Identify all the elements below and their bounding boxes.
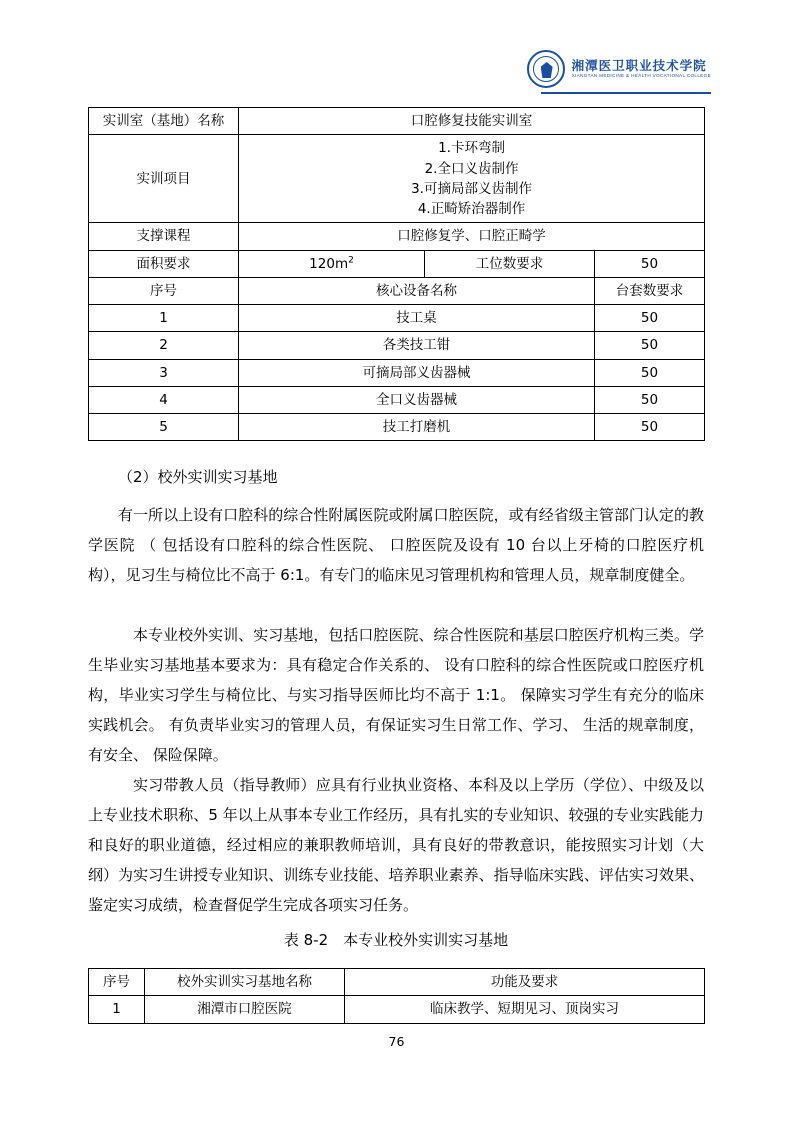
table-row [89,223,705,250]
table-header-row [89,277,705,304]
lab-requirements-table [88,107,705,441]
table-row [89,250,705,277]
equipment-name: 技工桌 [239,305,595,332]
lab-project-label: 实训项目 [89,135,239,223]
equipment-name: 可摘局部义齿器械 [239,359,595,386]
lab-station-label: 工位数要求 [425,250,595,277]
table-row [89,332,705,359]
table-row [89,135,705,223]
paragraph-base-types: 本专业校外实训、实习基地，包括口腔医院、综合性医院和基层口腔医疗机构三类。学生毕业实习基地基本要求为：具有稳定合作关系的、 设有口腔科的综合性医院或口腔医疗机构，毕业实习学生与椅位比、与实习指导医师比均不高于 1:1。 保障实习学生有充分的临床实践机会。 有负责毕业实习的管理人员，有保证实习生日常工作、学习、 生活的规章制度，有安全、 保险保障。 [88,626,704,764]
equipment-qty: 50 [595,386,705,413]
lab-course-label: 支撑课程 [89,223,239,250]
equipment-name: 技工打磨机 [239,414,595,441]
table-row [89,305,705,332]
lab-area-number: 120m [309,255,349,272]
page-number: 76 [388,1034,405,1049]
table-row [89,359,705,386]
lab-area-unit-exponent: 2 [348,255,354,265]
equipment-no: 5 [89,414,239,441]
college-seal-icon [527,50,565,88]
college-logo [527,50,711,88]
equipment-header-name: 核心设备名称 [239,277,595,304]
equipment-header-qty: 台套数要求 [595,277,705,304]
offsite-function: 临床教学、短期见习、顶岗实习 [345,996,705,1023]
equipment-header-no: 序号 [89,277,239,304]
equipment-qty: 50 [595,305,705,332]
equipment-qty: 50 [595,332,705,359]
college-name-cn: 湘潭医卫职业技术学院 [571,58,707,74]
offsite-no: 1 [89,996,145,1023]
section-heading: （2）校外实训实习基地 [118,468,278,486]
table-row [89,108,705,135]
paragraph-instructor-requirements: 实习带教人员（指导教师）应具有行业执业资格、本科及以上学历（学位）、中级及以上专业技术职称、5 年以上从事本专业工作经历，具有扎实的专业知识、较强的专业实践能力和良好的职业道德，经过相应的兼职教师培训，具有良好的带教意识，能按照实习计划（大纲）为实习生讲授专业知识、训练专业技能、培养职业素养、指导临床实践、评估实习效果、鉴定实习成绩，检查督促学生完成各项实习任务。 [88,776,704,914]
college-logo-text [572,59,711,79]
lab-project-value: 1.卡环弯制 2.全口义齿制作 3.可摘局部义齿制作 4.正畸矫治器制作 [239,135,705,223]
table-row [89,414,705,441]
offsite-bases-table [88,968,705,1024]
table-caption: 表 8-2 本专业校外实训实习基地 [283,931,509,949]
offsite-header-function: 功能及要求 [345,969,705,996]
equipment-qty: 50 [595,414,705,441]
equipment-no: 1 [89,305,239,332]
lab-area-value [239,250,425,277]
table-header-row [89,969,705,996]
paragraph-offsite-requirements: 有一所以上设有口腔科的综合性附属医院或附属口腔医院，或有经省级主管部门认定的教学医院 （ 包括设有口腔科的综合性医院、 口腔医院及设有 10 台以上牙椅的口腔医疗机构），见习生与椅位比不高于 6:1。有专门的临床见习管理机构和管理人员，规章制度健全。 [88,506,704,584]
equipment-no: 4 [89,386,239,413]
lab-station-value: 50 [595,250,705,277]
table-row [89,996,705,1023]
table-row [89,386,705,413]
offsite-header-name: 校外实训实习基地名称 [145,969,345,996]
equipment-no: 2 [89,332,239,359]
college-name-en: XIANGTAN MEDICINE & HEALTH VOCATIONAL COLLEGE [571,73,711,79]
equipment-name: 各类技工钳 [239,332,595,359]
equipment-no: 3 [89,359,239,386]
offsite-name: 湘潭市口腔医院 [145,996,345,1023]
equipment-qty: 50 [595,359,705,386]
lab-name-label: 实训室（基地）名称 [89,108,239,135]
lab-course-value: 口腔修复学、口腔正畸学 [239,223,705,250]
equipment-name: 全口义齿器械 [239,386,595,413]
lab-area-label: 面积要求 [89,250,239,277]
lab-name-value: 口腔修复技能实训室 [239,108,705,135]
logo-underline [541,92,711,94]
offsite-header-no: 序号 [89,969,145,996]
